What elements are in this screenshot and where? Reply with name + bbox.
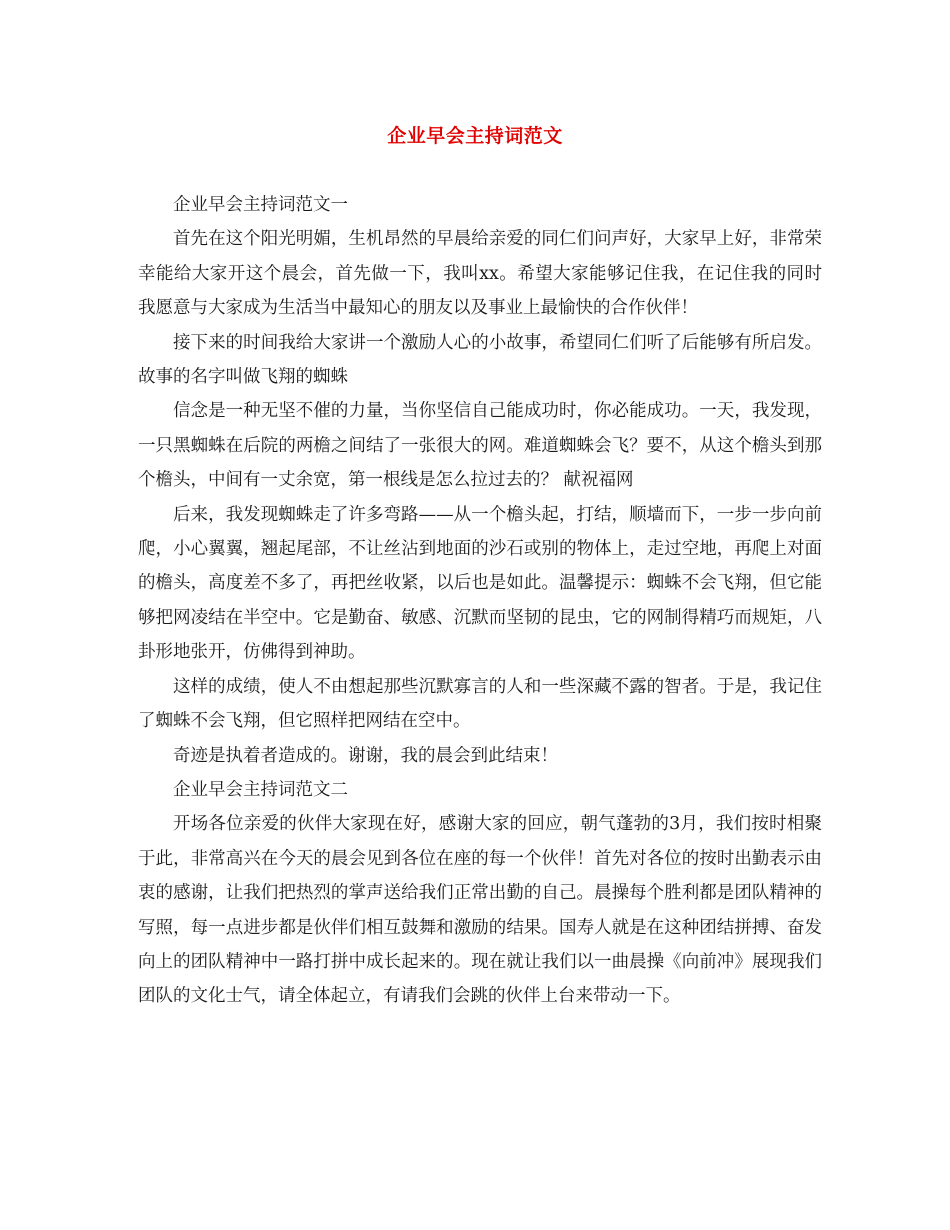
paragraph: 这样的成绩，使人不由想起那些沉默寡言的人和一些深藏不露的智者。于是，我记住了蜘蛛不会飞翔，但它照样把网结在空中。 <box>138 676 822 732</box>
document-title: 企业早会主持词范文 <box>387 125 563 147</box>
paragraph: 开场各位亲爱的伙伴大家现在好，感谢大家的回应，朝气蓬勃的3月，我们按时相聚于此，非常高兴在今天的晨会见到各位在座的每一个伙伴！首先对各位的按时出勤表示由衷的感谢，让我们把热烈的掌声送给我们正常出勤的自己。晨操每个胜利都是团队精神的写照，每一点进步都是伙伴们相互鼓舞和激励的结果。国寿人就是在这种团结拼搏、奋发向上的团队精神中一路打拼中成长起来的。现在就让我们以一曲晨操《向前冲》展现我们团队的文化士气，请全体起立，有请我们会跳的伙伴上台来带动一下。 <box>138 814 822 1007</box>
paragraph: 后来，我发现蜘蛛走了许多弯路——从一个檐头起，打结，顺墙而下，一步一步向前爬，小心翼翼，翘起尾部，不让丝沾到地面的沙石或别的物体上，走过空地，再爬上对面的檐头，高度差不多了，再把丝收紧，以后也是如此。温馨提示：蜘蛛不会飞翔，但它能够把网凌结在半空中。它是勤奋、敏感、沉默而坚韧的昆虫，它的网制得精巧而规矩，八卦形地张开，仿佛得到神助。 <box>138 504 822 663</box>
paragraph: 信念是一种无坚不催的力量，当你坚信自己能成功时，你必能成功。一天，我发现，一只黑蜘蛛在后院的两檐之间结了一张很大的网。难道蜘蛛会飞？要不，从这个檐头到那个檐头，中间有一丈余宽，第一根线是怎么拉过去的？ 献祝福网 <box>138 401 822 491</box>
section-heading-2: 企业早会主持词范文二 <box>173 779 348 800</box>
paragraph: 奇迹是执着者造成的。谢谢，我的晨会到此结束！ <box>173 745 558 766</box>
document-body <box>138 188 822 1014</box>
paragraph: 首先在这个阳光明媚，生机昂然的早晨给亲爱的同仁们问声好，大家早上好，非常荣幸能给大家开这个晨会，首先做一下，我叫xx。希望大家能够记住我，在记住我的同时我愿意与大家成为生活当中最知心的朋友以及事业上最愉快的合作伙伴！ <box>138 229 822 319</box>
section-heading-1: 企业早会主持词范文一 <box>173 195 348 215</box>
paragraph: 接下来的时间我给大家讲一个激励人心的小故事，希望同仁们听了后能够有所启发。故事的名字叫做飞翔的蜘蛛 <box>138 332 822 388</box>
